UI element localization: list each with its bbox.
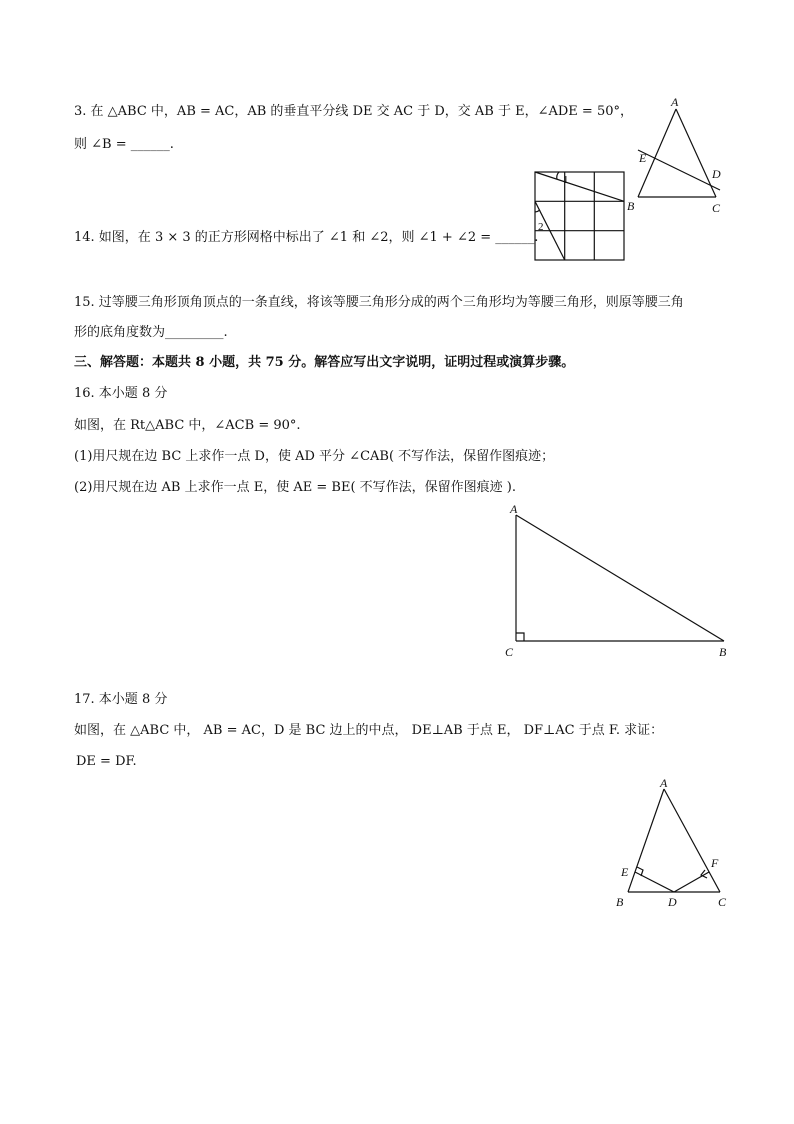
- q17-label-B: B: [616, 895, 624, 909]
- q17-label-C: C: [718, 895, 727, 909]
- q13-triangle-figure: [620, 92, 740, 217]
- q13-line1: 3. 在 △ABC 中，AB = AC，AB 的垂直平分线 DE 交 AC 于 D，交 AB 于 E，∠ADE = 50°，: [74, 104, 633, 119]
- q14-grid-figure: [533, 170, 628, 263]
- q13-label-D: D: [712, 167, 721, 181]
- q16-header: 16. 本小题 8 分: [74, 386, 168, 401]
- q16-part1: (1)用尺规在边 BC 上求作一点 D，使 AD 平分 ∠CAB( 不写作法，保留作图痕迹；: [74, 449, 555, 464]
- q17-label-D: D: [668, 895, 677, 909]
- q16-label-B: B: [719, 645, 727, 659]
- q17-conclusion: DE = DF.: [76, 754, 137, 769]
- q17-label-A: A: [660, 776, 668, 790]
- q15-line2: 形的底角度数为_________.: [74, 325, 228, 340]
- q13-line2: 则 ∠B = ______.: [74, 137, 174, 152]
- q17-label-F: F: [711, 856, 719, 870]
- q16-right-triangle-figure: [500, 500, 740, 665]
- q17-stem: 如图，在 △ABC 中， AB = AC，D 是 BC 边上的中点， DE⊥AB 于点 E， DF⊥AC 于点 F. 求证：: [74, 723, 664, 738]
- q14-angle2-label: 2: [538, 221, 544, 233]
- q16-part2: (2)用尺规在边 AB 上求作一点 E，使 AE = BE( 不写作法，保留作图痕迹 ).: [74, 480, 516, 495]
- q15-line1: 15. 过等腰三角形顶角顶点的一条直线，将该等腰三角形分成的两个三角形均为等腰三角形，则原等腰三角: [74, 295, 684, 310]
- q14-angle1-label: 1: [563, 174, 569, 186]
- q16-label-A: A: [510, 502, 518, 516]
- q16-label-C: C: [505, 645, 514, 659]
- q13-label-A: A: [671, 95, 679, 109]
- q16-stem: 如图，在 Rt△ABC 中，∠ACB = 90°.: [74, 418, 301, 433]
- section3-heading: 三、解答题：本题共 8 小题，共 75 分。解答应写出文字说明，证明过程或演算步骤。: [74, 355, 575, 370]
- q13-label-C: C: [712, 201, 721, 215]
- q17-label-E: E: [621, 865, 629, 879]
- q13-label-E: E: [639, 151, 647, 165]
- q17-isosceles-figure: [608, 772, 738, 912]
- q17-header: 17. 本小题 8 分: [74, 692, 168, 707]
- q13-label-B: B: [627, 199, 635, 213]
- q14-text: 14. 如图，在 3 × 3 的正方形网格中标出了 ∠1 和 ∠2，则 ∠1 + ∠2 = ______.: [74, 230, 539, 245]
